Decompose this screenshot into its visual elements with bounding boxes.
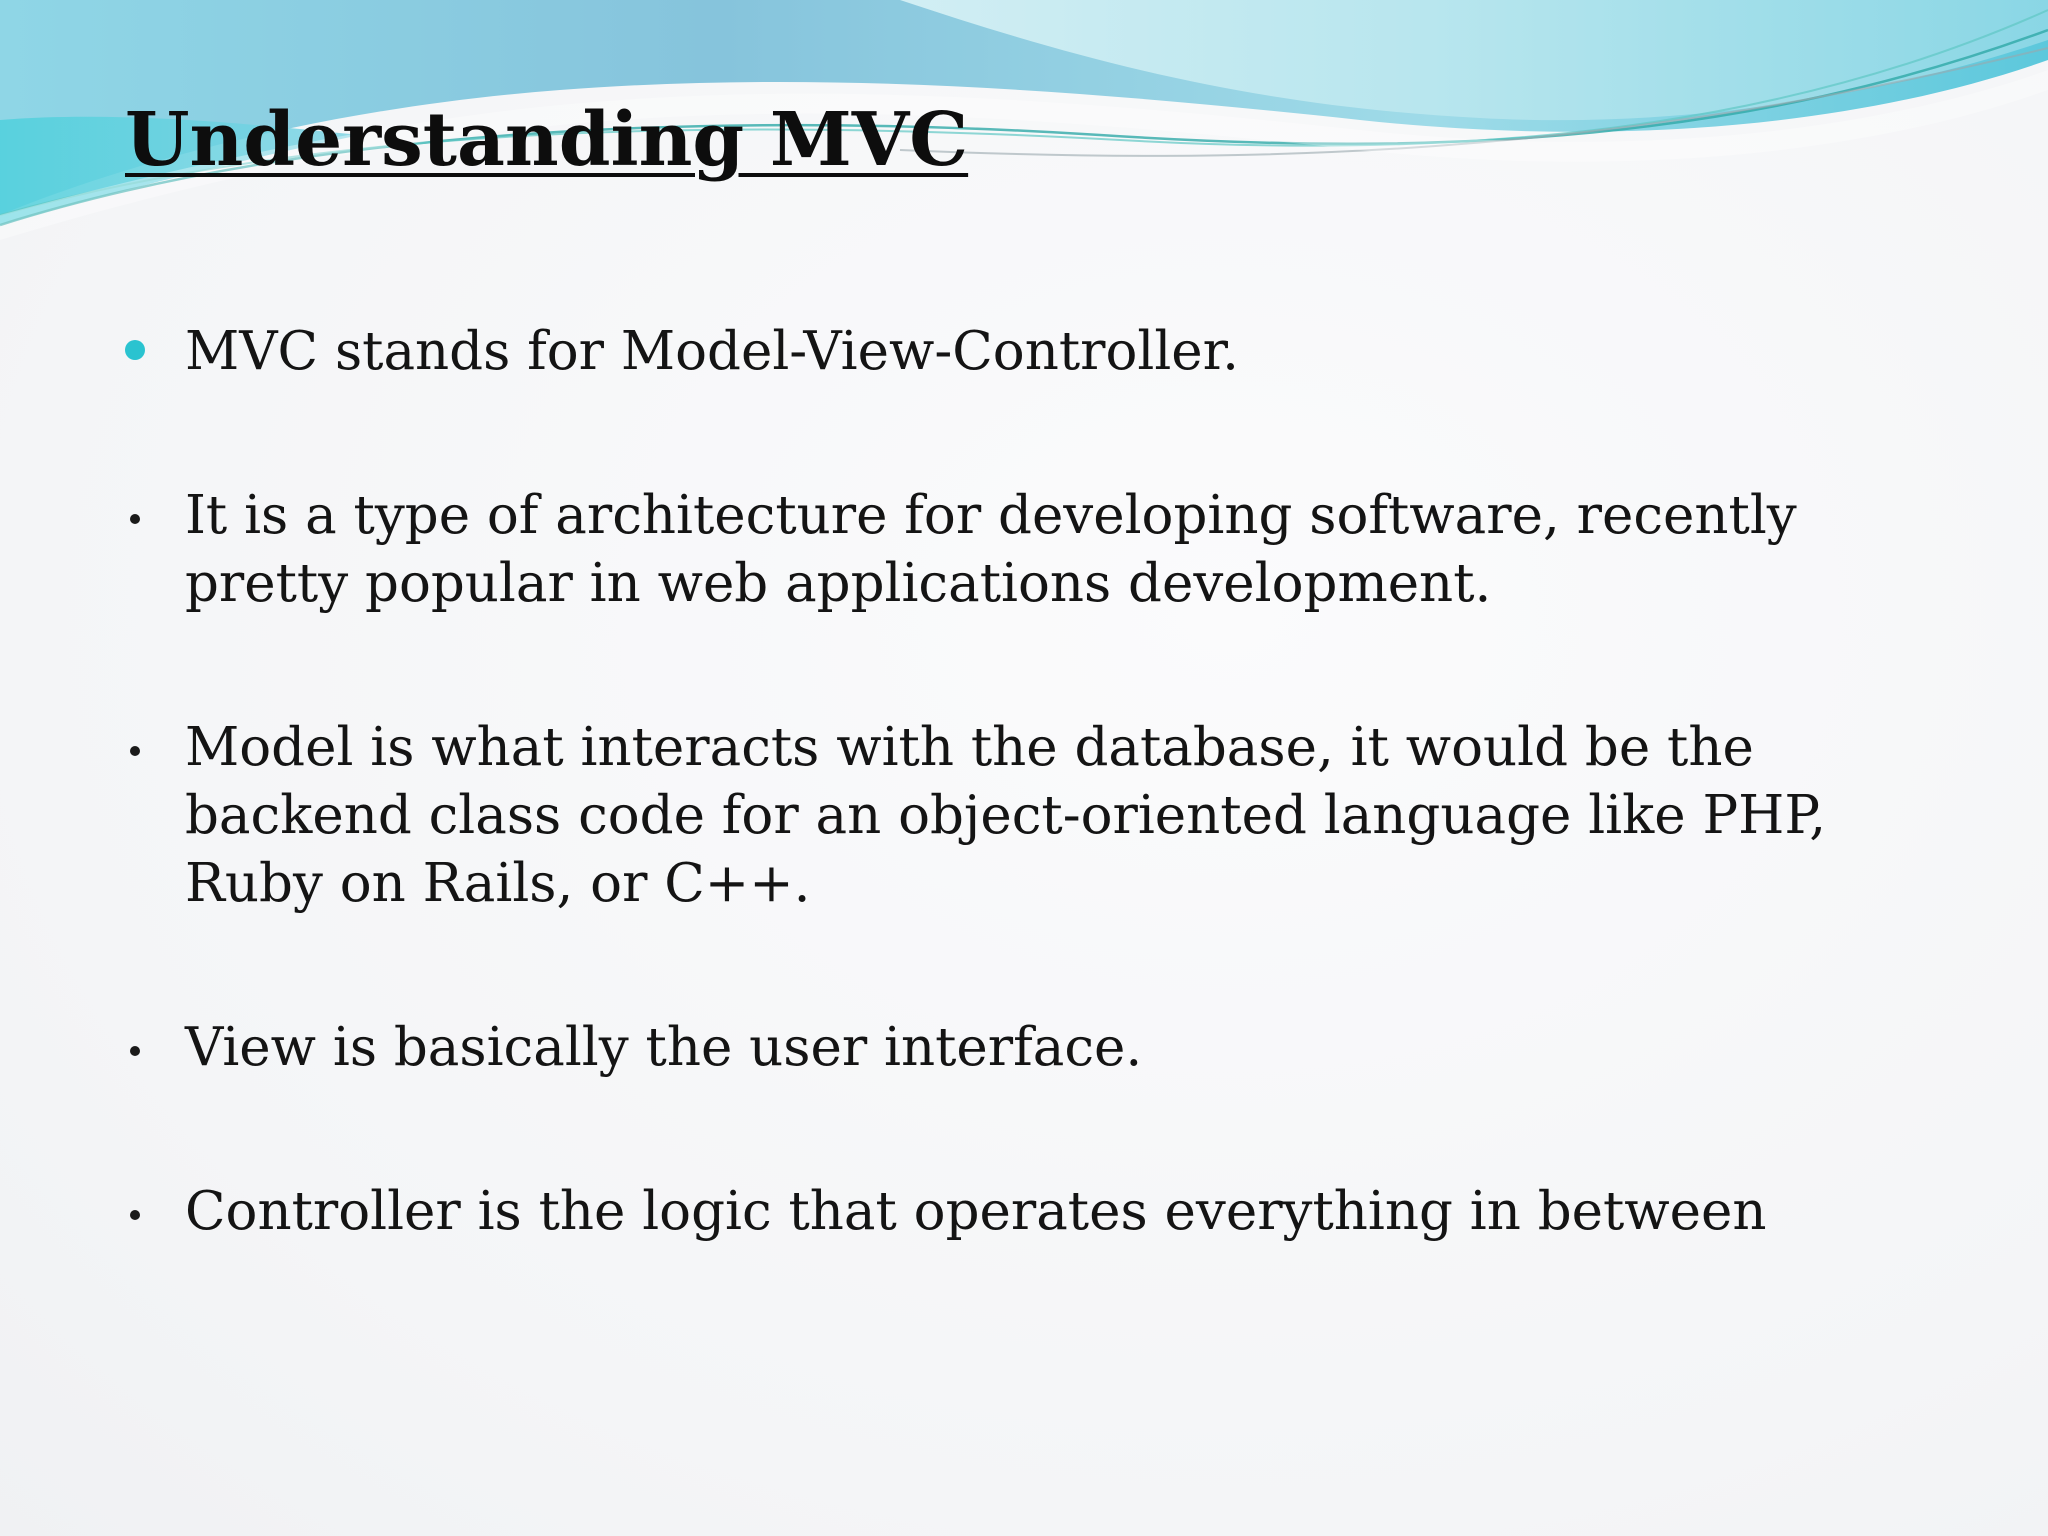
- bullet-item: [120, 482, 1900, 618]
- bullet-icon: [120, 1014, 150, 1082]
- teal-dot-icon: [120, 318, 150, 386]
- bullet-text: Model is what interacts with the database, it would be the backend class code for an object-oriented language like PHP, Ruby on Rails, or C++.: [185, 717, 1827, 914]
- bullet-text: MVC stands for Model-View-Controller.: [185, 321, 1240, 382]
- bullet-item: [120, 1014, 1900, 1082]
- bullet-item: [120, 1178, 1900, 1246]
- bullet-item: [120, 714, 1900, 918]
- bullet-icon: [120, 1178, 150, 1246]
- bullet-list: [120, 318, 1900, 1246]
- bullet-text: It is a type of architecture for developing software, recently pretty popular in web applications development.: [185, 485, 1797, 614]
- bullet-text: View is basically the user interface.: [185, 1017, 1143, 1078]
- bullet-item: [120, 318, 1900, 386]
- slide-title: Understanding MVC: [125, 97, 969, 183]
- bullet-icon: [120, 714, 150, 782]
- bullet-text: Controller is the logic that operates everything in between: [185, 1181, 1767, 1242]
- bullet-icon: [120, 482, 150, 550]
